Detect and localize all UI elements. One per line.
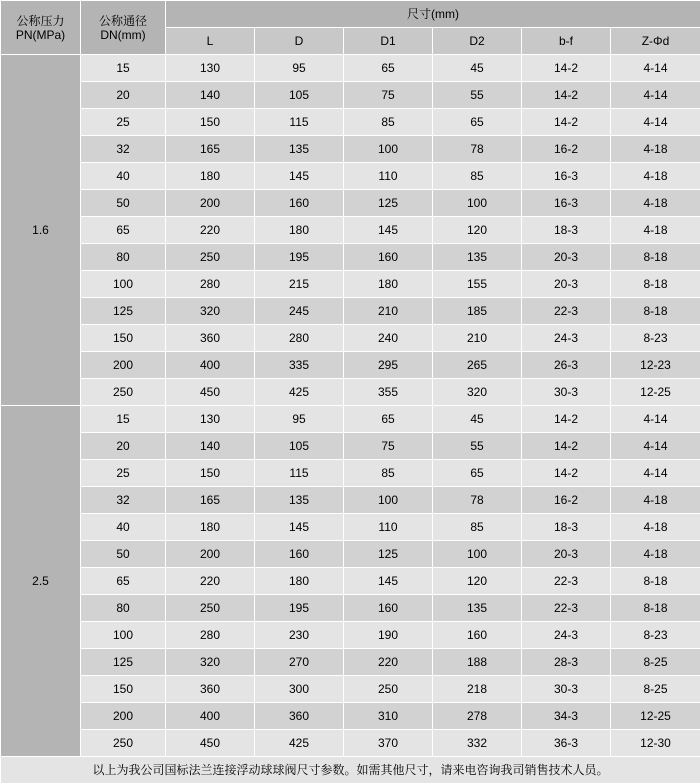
table-row — [1, 55, 700, 82]
table-row — [1, 595, 700, 622]
cell-D1: 370 — [344, 730, 433, 757]
cell-bf: 16-2 — [522, 487, 611, 514]
cell-D2: 85 — [433, 514, 522, 541]
cell-Zd: 4-18 — [611, 217, 700, 244]
cell-L: 320 — [166, 649, 255, 676]
cell-D: 160 — [255, 190, 344, 217]
cell-D1: 160 — [344, 244, 433, 271]
cell-D: 425 — [255, 379, 344, 406]
cell-D: 145 — [255, 514, 344, 541]
cell-Zd: 8-18 — [611, 244, 700, 271]
cell-L: 320 — [166, 298, 255, 325]
cell-bf: 30-3 — [522, 379, 611, 406]
cell-dn: 32 — [81, 487, 166, 514]
cell-D1: 110 — [344, 514, 433, 541]
cell-D2: 135 — [433, 244, 522, 271]
table-row — [1, 460, 700, 487]
header-col-D: D — [255, 28, 344, 55]
nominal-pressure-cell: 1.6 — [1, 55, 81, 406]
header-col-Zd: Z-Φd — [611, 28, 700, 55]
cell-D2: 55 — [433, 433, 522, 460]
cell-bf: 20-3 — [522, 244, 611, 271]
cell-D2: 278 — [433, 703, 522, 730]
cell-D: 215 — [255, 271, 344, 298]
cell-D2: 65 — [433, 460, 522, 487]
cell-D: 195 — [255, 244, 344, 271]
header-nominal-diameter-line2: DN(mm) — [81, 28, 165, 42]
header-col-D1: D1 — [344, 28, 433, 55]
cell-L: 400 — [166, 703, 255, 730]
cell-dn: 250 — [81, 379, 166, 406]
cell-bf: 16-3 — [522, 190, 611, 217]
cell-D2: 55 — [433, 82, 522, 109]
cell-D: 95 — [255, 55, 344, 82]
cell-D: 145 — [255, 163, 344, 190]
cell-D1: 160 — [344, 595, 433, 622]
table-row — [1, 271, 700, 298]
cell-D1: 75 — [344, 433, 433, 460]
cell-bf: 14-2 — [522, 406, 611, 433]
cell-D: 360 — [255, 703, 344, 730]
cell-dn: 20 — [81, 82, 166, 109]
cell-dn: 15 — [81, 55, 166, 82]
cell-D1: 85 — [344, 109, 433, 136]
cell-L: 180 — [166, 514, 255, 541]
header-nominal-pressure — [1, 1, 81, 55]
header-nominal-diameter-line1: 公称通径 — [81, 14, 165, 28]
table-row — [1, 82, 700, 109]
cell-dn: 200 — [81, 352, 166, 379]
cell-Zd: 8-18 — [611, 298, 700, 325]
table-row — [1, 514, 700, 541]
cell-D2: 185 — [433, 298, 522, 325]
cell-dn: 32 — [81, 136, 166, 163]
cell-D: 115 — [255, 109, 344, 136]
cell-bf: 18-3 — [522, 217, 611, 244]
cell-Zd: 4-14 — [611, 55, 700, 82]
table-row — [1, 352, 700, 379]
cell-L: 450 — [166, 379, 255, 406]
cell-Zd: 4-18 — [611, 163, 700, 190]
cell-D1: 100 — [344, 487, 433, 514]
table-row — [1, 298, 700, 325]
cell-D2: 188 — [433, 649, 522, 676]
cell-D2: 155 — [433, 271, 522, 298]
cell-Zd: 8-18 — [611, 271, 700, 298]
cell-bf: 14-2 — [522, 55, 611, 82]
cell-bf: 14-2 — [522, 460, 611, 487]
cell-D1: 110 — [344, 163, 433, 190]
cell-Zd: 4-18 — [611, 136, 700, 163]
cell-D: 335 — [255, 352, 344, 379]
cell-L: 250 — [166, 595, 255, 622]
cell-D2: 78 — [433, 136, 522, 163]
cell-bf: 24-3 — [522, 622, 611, 649]
cell-dn: 20 — [81, 433, 166, 460]
cell-dn: 25 — [81, 109, 166, 136]
cell-Zd: 4-18 — [611, 514, 700, 541]
table-row — [1, 649, 700, 676]
cell-L: 130 — [166, 55, 255, 82]
cell-Zd: 8-23 — [611, 325, 700, 352]
cell-D: 160 — [255, 541, 344, 568]
cell-D: 180 — [255, 217, 344, 244]
cell-L: 180 — [166, 163, 255, 190]
cell-dn: 80 — [81, 244, 166, 271]
cell-Zd: 8-23 — [611, 622, 700, 649]
cell-dn: 125 — [81, 298, 166, 325]
table-row — [1, 622, 700, 649]
cell-D1: 145 — [344, 217, 433, 244]
cell-D: 180 — [255, 568, 344, 595]
cell-D2: 120 — [433, 568, 522, 595]
cell-bf: 14-2 — [522, 109, 611, 136]
cell-D1: 85 — [344, 460, 433, 487]
header-nominal-diameter — [81, 1, 166, 55]
cell-dn: 150 — [81, 676, 166, 703]
cell-D1: 190 — [344, 622, 433, 649]
cell-L: 140 — [166, 433, 255, 460]
table-row — [1, 541, 700, 568]
cell-D: 425 — [255, 730, 344, 757]
footer-note-row — [1, 757, 700, 784]
cell-D1: 180 — [344, 271, 433, 298]
cell-Zd: 4-14 — [611, 460, 700, 487]
cell-D1: 310 — [344, 703, 433, 730]
header-size-group: 尺寸(mm) — [166, 1, 700, 28]
cell-D1: 250 — [344, 676, 433, 703]
cell-L: 130 — [166, 406, 255, 433]
table-body — [1, 55, 700, 757]
cell-Zd: 4-14 — [611, 433, 700, 460]
cell-Zd: 8-18 — [611, 595, 700, 622]
cell-L: 165 — [166, 136, 255, 163]
cell-D2: 320 — [433, 379, 522, 406]
cell-D2: 100 — [433, 541, 522, 568]
table-row — [1, 325, 700, 352]
table-row — [1, 109, 700, 136]
cell-Zd: 4-18 — [611, 541, 700, 568]
cell-D2: 332 — [433, 730, 522, 757]
table-footer — [1, 757, 700, 784]
cell-D: 195 — [255, 595, 344, 622]
cell-bf: 24-3 — [522, 325, 611, 352]
cell-D: 135 — [255, 487, 344, 514]
header-col-bf: b-f — [522, 28, 611, 55]
table-row — [1, 676, 700, 703]
cell-dn: 125 — [81, 649, 166, 676]
cell-bf: 28-3 — [522, 649, 611, 676]
table-row — [1, 406, 700, 433]
cell-L: 140 — [166, 82, 255, 109]
table-header — [1, 1, 700, 55]
cell-D: 135 — [255, 136, 344, 163]
cell-bf: 36-3 — [522, 730, 611, 757]
cell-dn: 150 — [81, 325, 166, 352]
cell-D1: 75 — [344, 82, 433, 109]
cell-L: 280 — [166, 622, 255, 649]
cell-D1: 145 — [344, 568, 433, 595]
cell-L: 150 — [166, 460, 255, 487]
cell-L: 220 — [166, 568, 255, 595]
cell-D2: 45 — [433, 55, 522, 82]
cell-bf: 26-3 — [522, 352, 611, 379]
cell-bf: 16-3 — [522, 163, 611, 190]
table-row — [1, 433, 700, 460]
cell-dn: 50 — [81, 190, 166, 217]
cell-L: 280 — [166, 271, 255, 298]
cell-Zd: 8-25 — [611, 676, 700, 703]
cell-D: 300 — [255, 676, 344, 703]
cell-Zd: 12-25 — [611, 703, 700, 730]
cell-D: 230 — [255, 622, 344, 649]
cell-bf: 18-3 — [522, 514, 611, 541]
header-nominal-pressure-line1: 公称压力 — [1, 14, 80, 28]
table-row — [1, 568, 700, 595]
cell-L: 165 — [166, 487, 255, 514]
cell-D2: 265 — [433, 352, 522, 379]
cell-D: 95 — [255, 406, 344, 433]
cell-bf: 20-3 — [522, 541, 611, 568]
cell-Zd: 12-23 — [611, 352, 700, 379]
cell-dn: 100 — [81, 622, 166, 649]
header-col-D2: D2 — [433, 28, 522, 55]
cell-D: 115 — [255, 460, 344, 487]
header-col-L: L — [166, 28, 255, 55]
cell-D1: 220 — [344, 649, 433, 676]
table-row — [1, 487, 700, 514]
table-row — [1, 217, 700, 244]
cell-D2: 160 — [433, 622, 522, 649]
cell-L: 450 — [166, 730, 255, 757]
cell-bf: 16-2 — [522, 136, 611, 163]
cell-Zd: 12-30 — [611, 730, 700, 757]
cell-bf: 14-2 — [522, 82, 611, 109]
table-row — [1, 163, 700, 190]
cell-D2: 65 — [433, 109, 522, 136]
cell-Zd: 4-14 — [611, 109, 700, 136]
cell-dn: 250 — [81, 730, 166, 757]
table-row — [1, 244, 700, 271]
cell-L: 360 — [166, 325, 255, 352]
cell-dn: 80 — [81, 595, 166, 622]
cell-bf: 22-3 — [522, 595, 611, 622]
table-row — [1, 136, 700, 163]
cell-D1: 125 — [344, 541, 433, 568]
cell-bf: 34-3 — [522, 703, 611, 730]
header-nominal-pressure-line2: PN(MPa) — [1, 28, 80, 42]
cell-D: 280 — [255, 325, 344, 352]
cell-L: 220 — [166, 217, 255, 244]
cell-L: 360 — [166, 676, 255, 703]
cell-D2: 210 — [433, 325, 522, 352]
cell-bf: 20-3 — [522, 271, 611, 298]
cell-dn: 100 — [81, 271, 166, 298]
cell-D2: 120 — [433, 217, 522, 244]
cell-D1: 65 — [344, 55, 433, 82]
cell-D: 245 — [255, 298, 344, 325]
cell-Zd: 4-18 — [611, 487, 700, 514]
header-row-group — [1, 1, 700, 28]
cell-L: 250 — [166, 244, 255, 271]
cell-D2: 135 — [433, 595, 522, 622]
table-row — [1, 379, 700, 406]
cell-L: 150 — [166, 109, 255, 136]
cell-D2: 78 — [433, 487, 522, 514]
cell-Zd: 4-18 — [611, 190, 700, 217]
cell-dn: 65 — [81, 217, 166, 244]
cell-dn: 65 — [81, 568, 166, 595]
cell-dn: 25 — [81, 460, 166, 487]
table-row — [1, 190, 700, 217]
cell-Zd: 8-18 — [611, 568, 700, 595]
cell-L: 200 — [166, 190, 255, 217]
cell-D1: 125 — [344, 190, 433, 217]
cell-bf: 22-3 — [522, 568, 611, 595]
cell-D: 105 — [255, 82, 344, 109]
cell-dn: 50 — [81, 541, 166, 568]
cell-dn: 40 — [81, 514, 166, 541]
cell-D2: 45 — [433, 406, 522, 433]
cell-D: 270 — [255, 649, 344, 676]
cell-dn: 200 — [81, 703, 166, 730]
cell-D1: 240 — [344, 325, 433, 352]
cell-D1: 295 — [344, 352, 433, 379]
footer-note: 以上为我公司国标法兰连接浮动球球阀尺寸参数。如需其他尺寸，请来电咨询我司销售技术人员。 — [1, 757, 700, 784]
cell-bf: 14-2 — [522, 433, 611, 460]
cell-D1: 100 — [344, 136, 433, 163]
cell-Zd: 4-14 — [611, 82, 700, 109]
cell-D2: 218 — [433, 676, 522, 703]
cell-Zd: 4-14 — [611, 406, 700, 433]
cell-Zd: 8-25 — [611, 649, 700, 676]
cell-L: 200 — [166, 541, 255, 568]
table-row — [1, 703, 700, 730]
cell-L: 400 — [166, 352, 255, 379]
cell-D2: 85 — [433, 163, 522, 190]
cell-dn: 40 — [81, 163, 166, 190]
cell-D1: 65 — [344, 406, 433, 433]
cell-bf: 22-3 — [522, 298, 611, 325]
cell-D2: 100 — [433, 190, 522, 217]
cell-D1: 210 — [344, 298, 433, 325]
cell-bf: 30-3 — [522, 676, 611, 703]
table-row — [1, 730, 700, 757]
cell-D: 105 — [255, 433, 344, 460]
cell-Zd: 12-25 — [611, 379, 700, 406]
cell-D1: 355 — [344, 379, 433, 406]
cell-dn: 15 — [81, 406, 166, 433]
nominal-pressure-cell: 2.5 — [1, 406, 81, 757]
